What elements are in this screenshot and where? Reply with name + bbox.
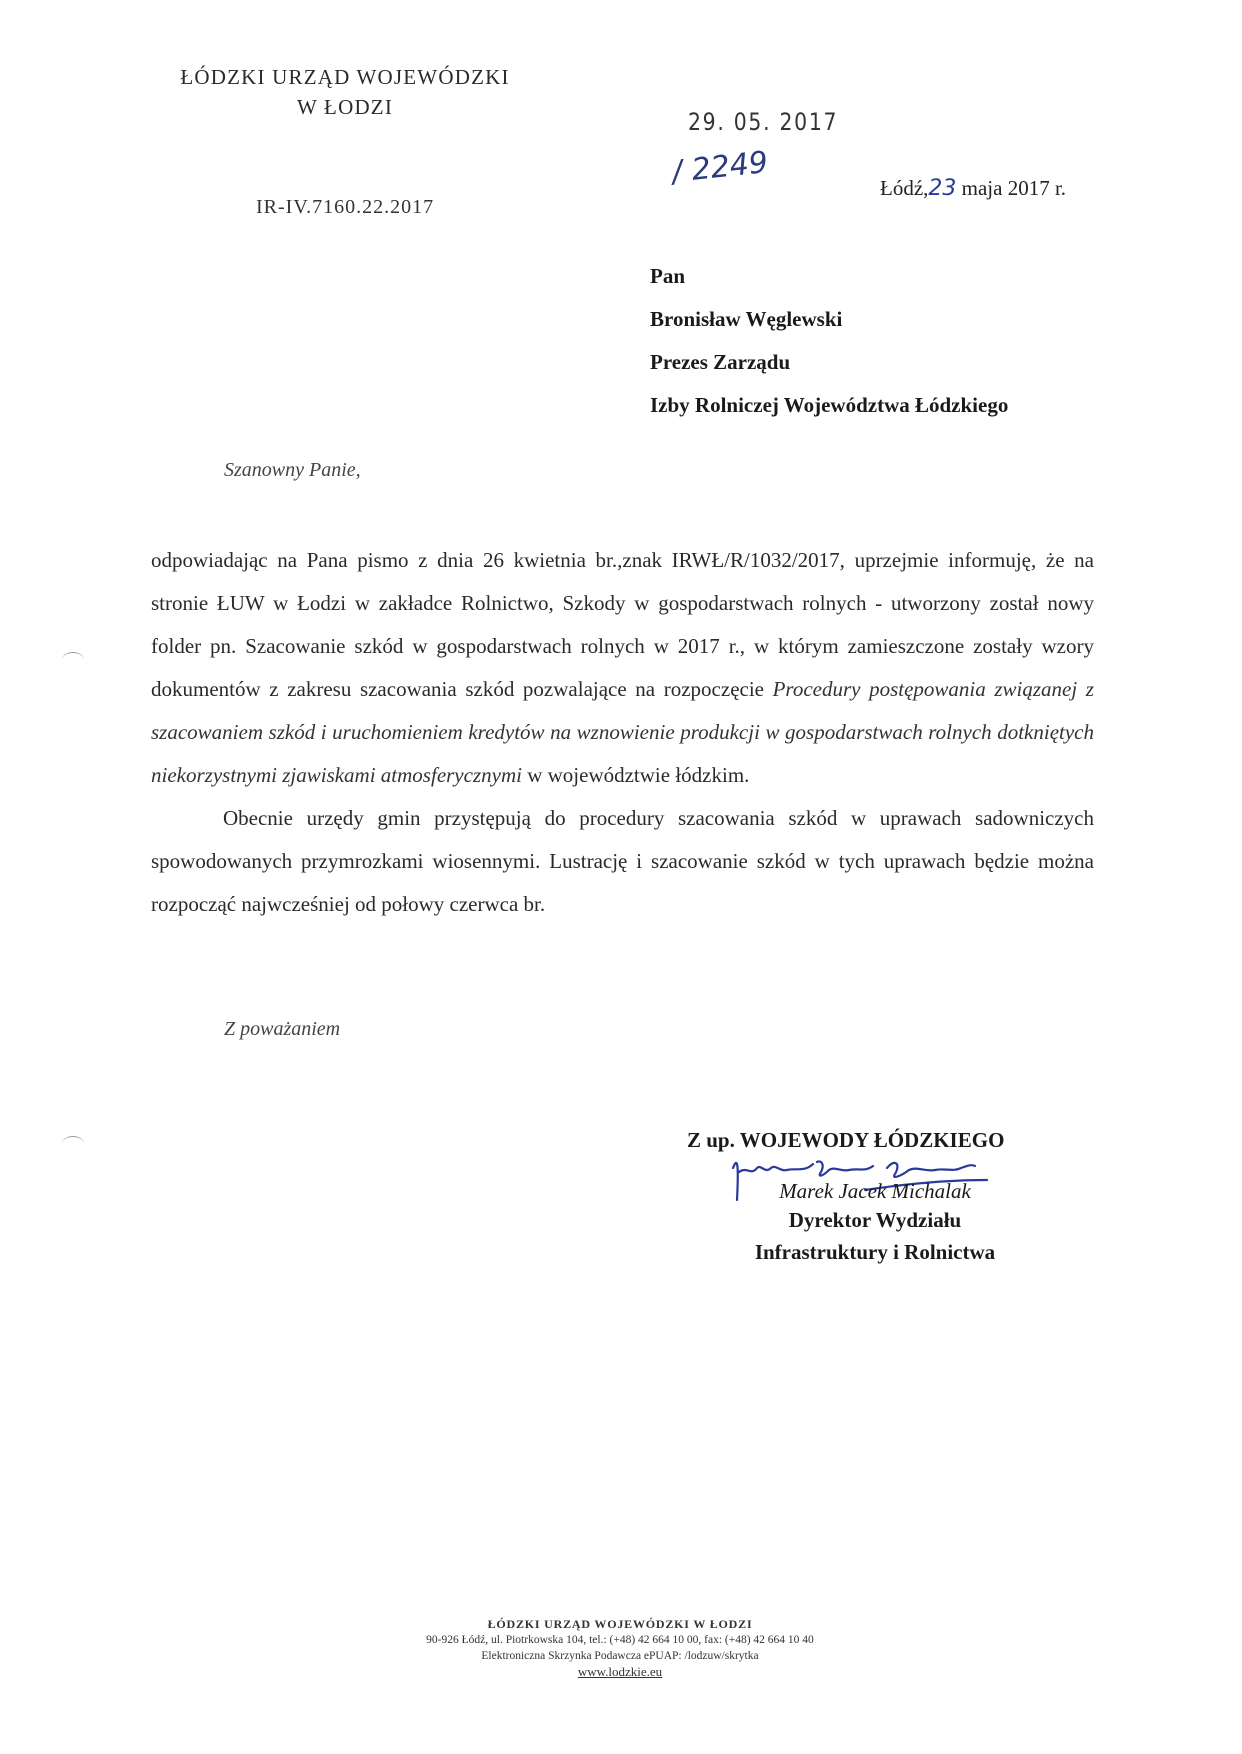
reference-number: IR-IV.7160.22.2017 — [256, 196, 435, 218]
closing-phrase: Z poważaniem — [224, 1018, 341, 1040]
signature-block — [640, 1128, 1110, 1268]
letter-body — [151, 539, 1094, 926]
recipient-organization: Izby Rolniczej Województwa Łódzkiego — [650, 393, 1009, 417]
punch-hole-mark — [62, 652, 84, 667]
date-month-year: maja 2017 r. — [961, 176, 1067, 200]
footer-address: 90-926 Łódź, ul. Piotrkowska 104, tel.: (+48) 42 664 10 00, fax: (+48) 42 664 10 40 — [426, 1634, 814, 1646]
recipient-block — [650, 255, 1008, 427]
body-paragraph-2: Obecnie urzędy gmin przystępują do procedury szacowania szkód w uprawach sadowniczych spowodowanych przymrozkami wiosennymi. Lustrację i szacowanie szkód w tych uprawach będzie można rozpocząć najwcześniej od połowy czerwca br. — [151, 806, 1094, 916]
issuer-header — [140, 62, 550, 122]
date-place: Łódź, — [880, 176, 929, 200]
salutation: Szanowny Panie, — [224, 459, 361, 481]
footer-epuap: Elektroniczna Skrzynka Podawcza ePUAP: /lodzuw/skrytka — [481, 1650, 759, 1662]
recipient-name: Bronisław Węglewski — [650, 307, 843, 331]
received-date-stamp: 29. 05. 2017 — [688, 108, 839, 136]
registry-number-handwritten: / 2249 — [670, 145, 770, 190]
footer-org-name: ŁÓDZKI URZĄD WOJEWÓDZKI W ŁODZI — [487, 1617, 753, 1631]
issuer-name-line1: ŁÓDZKI URZĄD WOJEWÓDZKI — [180, 65, 510, 89]
recipient-title: Pan — [650, 264, 686, 288]
date-day-handwritten: 23 — [928, 176, 957, 201]
signing-authority: Z up. WOJEWODY ŁÓDZKIEGO — [687, 1128, 1005, 1152]
page-footer — [300, 1616, 940, 1680]
recipient-position: Prezes Zarządu — [650, 350, 791, 374]
procedure-name: Procedury postępowania związanej z szacowaniem szkód i uruchomieniem kredytów na wznowienie produkcji w gospodarstwach rolnych dotkniętych niekorzystnymi zjawiskami atmosferycznymi — [151, 677, 1094, 787]
footer-website-link[interactable]: www.lodzkie.eu — [577, 1664, 663, 1679]
signatory-role-line2: Infrastruktury i Rolnictwa — [754, 1240, 996, 1264]
punch-hole-mark — [62, 1136, 84, 1151]
signatory-name: Marek Jacek Michalak — [779, 1179, 971, 1203]
letter-date — [880, 176, 1066, 201]
signatory-role-line1: Dyrektor Wydziału — [788, 1208, 962, 1232]
issuer-name-line2: W ŁODZI — [296, 95, 394, 119]
body-paragraph-1: odpowiadając na Pana pismo z dnia 26 kwietnia br.,znak IRWŁ/R/1032/2017, uprzejmie informuję, że na stronie ŁUW w Łodzi w zakładce Rolnictwo, Szkody w gospodarstwach rolnych - utworzony został nowy folder pn. Szacowanie szkód w gospodarstwach rolnych w 2017 r., w którym zamieszczone zostały wzory dokumentów z zakresu szacowania szkód pozwalające na rozpoczęcie Procedury postępowania związanej z szacowaniem szkód i uruchomieniem kredytów na wznowienie produkcji w gospodarstwach rolnych dotkniętych niekorzystnymi zjawiskami atmosferycznymi w województwie łódzkim. — [151, 548, 1094, 787]
